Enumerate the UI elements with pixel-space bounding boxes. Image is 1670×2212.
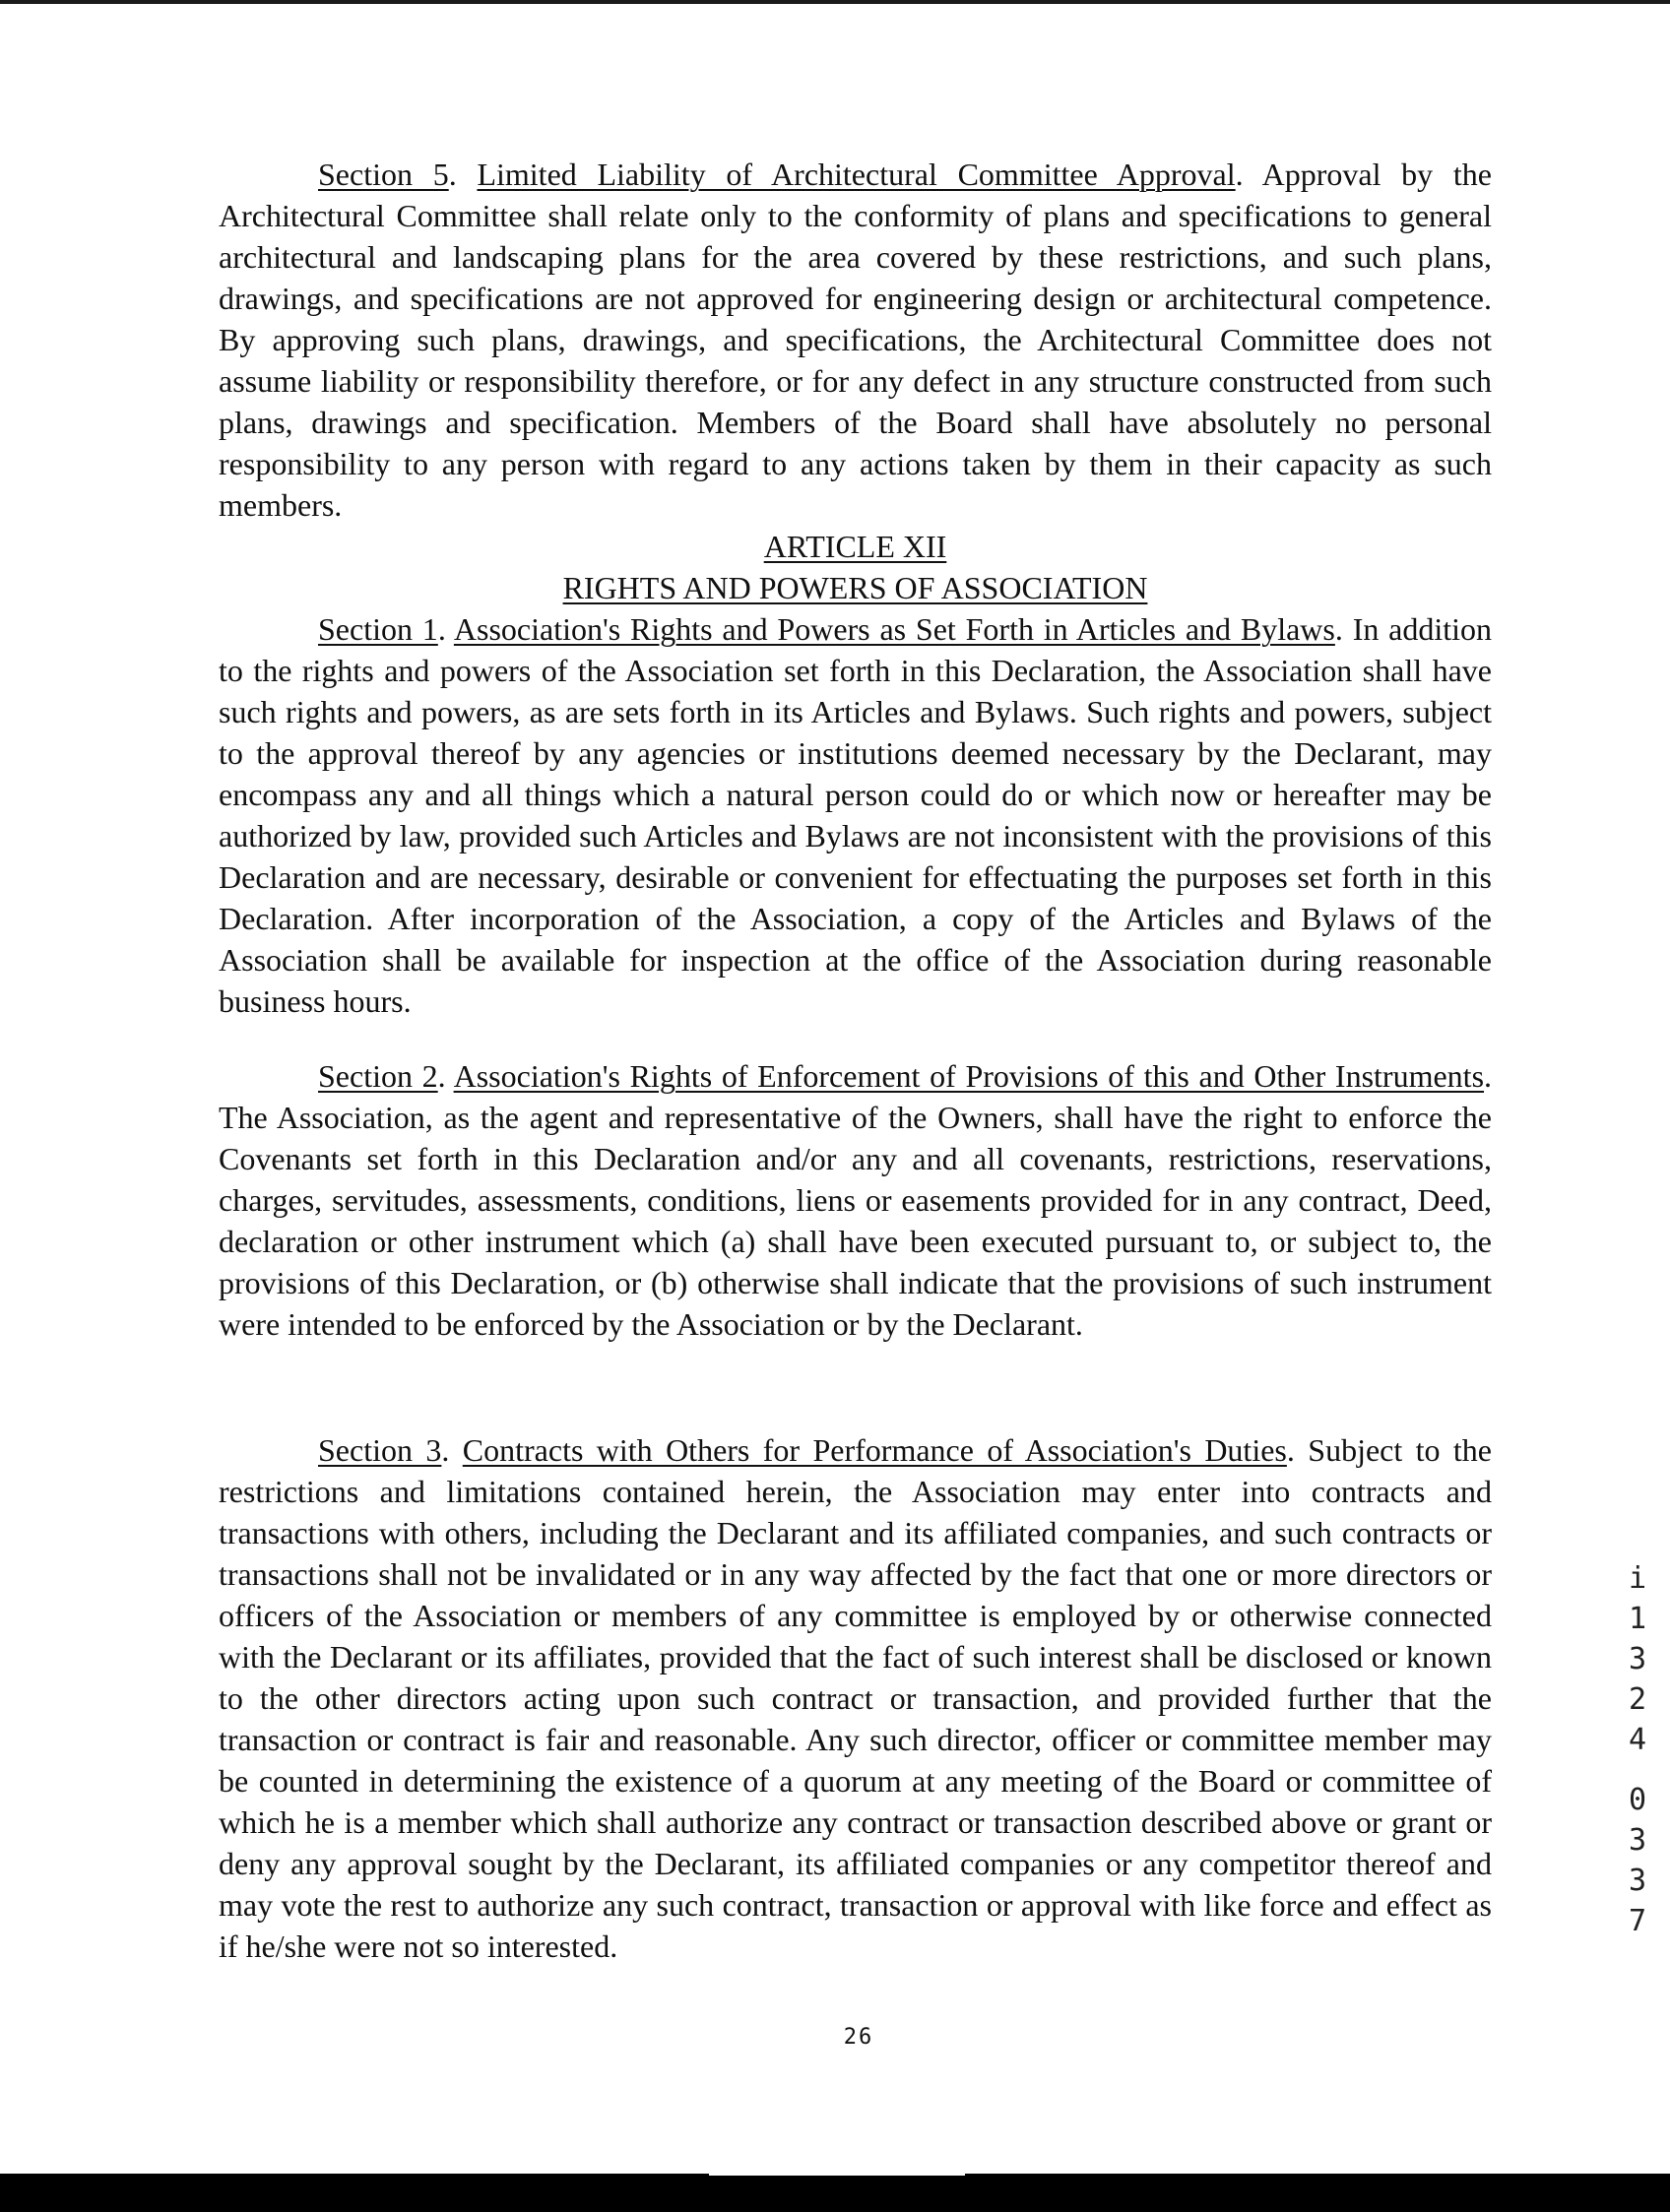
stamp-digit: 0 — [1628, 1783, 1647, 1817]
article-number: ARTICLE XII — [763, 529, 947, 564]
section-3-block — [219, 1429, 1492, 1967]
section-2-paragraph: Section 2. Association's Rights of Enforcement of Provisions of this and Other Instruments. The Association, as the agent and representative of the Owners, shall have the right to enforce the Covenants set forth in this Declaration and/or any and all covenants, restrictions, reservations, charges, servitudes, assessments, conditions, liens or easements provided for in any contract, Deed, declaration or other instrument which (a) shall have been executed pursuant to, or subject to, the provisions of this Declaration, or (b) otherwise shall indicate that the provisions of such instrument were intended to be enforced by the Association or by the Declarant. — [219, 1058, 1493, 1342]
section-3-title: Contracts with Others for Performance of Association's Duties — [462, 1432, 1287, 1468]
section-3-body: Subject to the restrictions and limitations contained herein, the Association may enter into contracts and transactions with others, including the Declarant and its affiliated companies, and such contracts or transactions shall not be invalidated or in any way affected by the fact that one or more directors or officers of the Association or members of any committee is employed by or otherwise connected with the Declarant or its affiliates, provided that the fact of such interest shall be disclosed or known to the other directors acting upon such contract or transaction, and provided further that the transaction or contract is fair and reasonable. Any such director, officer or committee member may be counted in determining the existence of a quorum at any meeting of the Board or committee of which he is a member which shall authorize any contract or transaction described above or grant or deny any approval sought by the Declarant, its affiliated companies or any competitor thereof and may vote the rest to authorize any such contract, transaction or approval with like force and effect as if he/she were not so interested. — [219, 1432, 1493, 1964]
page-number: 26 — [843, 2025, 874, 2050]
stamp-digit: 1 — [1628, 1602, 1647, 1636]
article-title: RIGHTS AND POWERS OF ASSOCIATION — [562, 570, 1148, 605]
stamp-digit: 3 — [1628, 1864, 1647, 1898]
section-2-block — [219, 1055, 1492, 1345]
recording-stamp — [1623, 1558, 1652, 1941]
stamp-digit: 7 — [1628, 1904, 1647, 1938]
section-1-title: Association's Rights and Powers as Set Forth in Articles and Bylaws — [453, 611, 1335, 647]
stamp-digit: 2 — [1628, 1682, 1647, 1717]
stamp-digit: 3 — [1628, 1642, 1647, 1676]
scan-border-bottom — [0, 2174, 1670, 2212]
section-2-label: Section 2 — [318, 1058, 438, 1094]
section-1-paragraph: Section 1. Association's Rights and Powers as Set Forth in Articles and Bylaws. In addition to the rights and powers of the Association set forth in this Declaration, the Association shall have such rights and powers, as are sets forth in its Articles and Bylaws. Such rights and powers, subject to the approval thereof by any agencies or institutions deemed necessary by the Declarant, may encompass any and all things which a natural person could do or which now or hereafter may be authorized by law, provided such Articles and Bylaws are not inconsistent with the provisions of this Declaration and are necessary, desirable or convenient for effectuating the purposes set forth in this Declaration. After incorporation of the Association, a copy of the Articles and Bylaws of the Association shall be available for inspection at the office of the Association during reasonable business hours. — [219, 611, 1493, 1019]
section-1-block — [219, 608, 1492, 1022]
stamp-digit: 4 — [1628, 1723, 1647, 1757]
stamp-digit: i — [1628, 1561, 1647, 1596]
section-2-body: The Association, as the agent and representative of the Owners, shall have the right to enforce the Covenants set forth in this Declaration and/or any and all covenants, restrictions, reservations, charges, servitudes, assessments, conditions, liens or easements provided for in any contract, Deed, declaration or other instrument which (a) shall have been executed pursuant to, or subject to, the provisions of this Declaration, or (b) otherwise shall indicate that the provisions of such instrument were intended to be enforced by the Association or by the Declarant. — [219, 1100, 1492, 1342]
section-3-label: Section 3 — [318, 1432, 442, 1468]
scan-border-top — [0, 0, 1670, 4]
section-5-block — [219, 154, 1492, 608]
stamp-digit: 3 — [1628, 1823, 1647, 1858]
section-1-label: Section 1 — [318, 611, 438, 647]
scan-border-notch — [709, 2170, 965, 2176]
section-3-paragraph: Section 3. Contracts with Others for Performance of Association's Duties. Subject to the restrictions and limitations contained herein, the Association may enter into contracts and transactions with others, including the Declarant and its affiliated companies, and such contracts or transactions shall not be invalidated or in any way affected by the fact that one or more directors or officers of the Association or members of any committee is employed by or otherwise connected with the Declarant or its affiliates, provided that the fact of such interest shall be disclosed or known to the other directors acting upon such contract or transaction, and provided further that the transaction or contract is fair and reasonable. Any such director, officer or committee member may be counted in determining the existence of a quorum at any meeting of the Board or committee of which he is a member which shall authorize any contract or transaction described above or grant or deny any approval sought by the Declarant, its affiliated companies or any competitor thereof and may vote the rest to authorize any such contract, transaction or approval with like force and effect as if he/she were not so interested. — [219, 1432, 1493, 1964]
section-2-title: Association's Rights of Enforcement of Provisions of this and Other Instruments — [453, 1058, 1485, 1094]
section-5-title: Limited Liability of Architectural Committee Approval — [477, 157, 1236, 192]
section-5-label: Section 5 — [318, 157, 449, 192]
stamp-gap — [1623, 1760, 1652, 1780]
section-5-body: Approval by the Architectural Committee shall relate only to the conformity of plans and specifications to general architectural and landscaping plans for the area covered by these restrictions, and such plans, drawings, and specifications are not approved for engineering design or architectural competence. By approving such plans, drawings, and specifications, the Architectural Committee does not assume liability or responsibility therefore, or for any defect in any structure constructed from such plans, drawings and specification. Members of the Board shall have absolutely no personal responsibility to any person with regard to any actions taken by them in their capacity as such members. — [219, 157, 1493, 523]
section-1-body: In addition to the rights and powers of the Association set forth in this Declaration, the Association shall have such rights and powers, as are sets forth in its Articles and Bylaws. Such rights and powers, subject to the approval thereof by any agencies or institutions deemed necessary by the Declarant, may encompass any and all things which a natural person could do or which now or hereafter may be authorized by law, provided such Articles and Bylaws are not inconsistent with the provisions of this Declaration and are necessary, desirable or convenient for effectuating the purposes set forth in this Declaration. After incorporation of the Association, a copy of the Articles and Bylaws of the Association shall be available for inspection at the office of the Association during reasonable business hours. — [219, 611, 1493, 1019]
section-5-paragraph: Section 5. Limited Liability of Architectural Committee Approval. Approval by the Architectural Committee shall relate only to the conformity of plans and specifications to general architectural and landscaping plans for the area covered by these restrictions, and such plans, drawings, and specifications are not approved for engineering design or architectural competence. By approving such plans, drawings, and specifications, the Architectural Committee does not assume liability or responsibility therefore, or for any defect in any structure constructed from such plans, drawings and specification. Members of the Board shall have absolutely no personal responsibility to any person with regard to any actions taken by them in their capacity as such members. — [219, 157, 1493, 523]
